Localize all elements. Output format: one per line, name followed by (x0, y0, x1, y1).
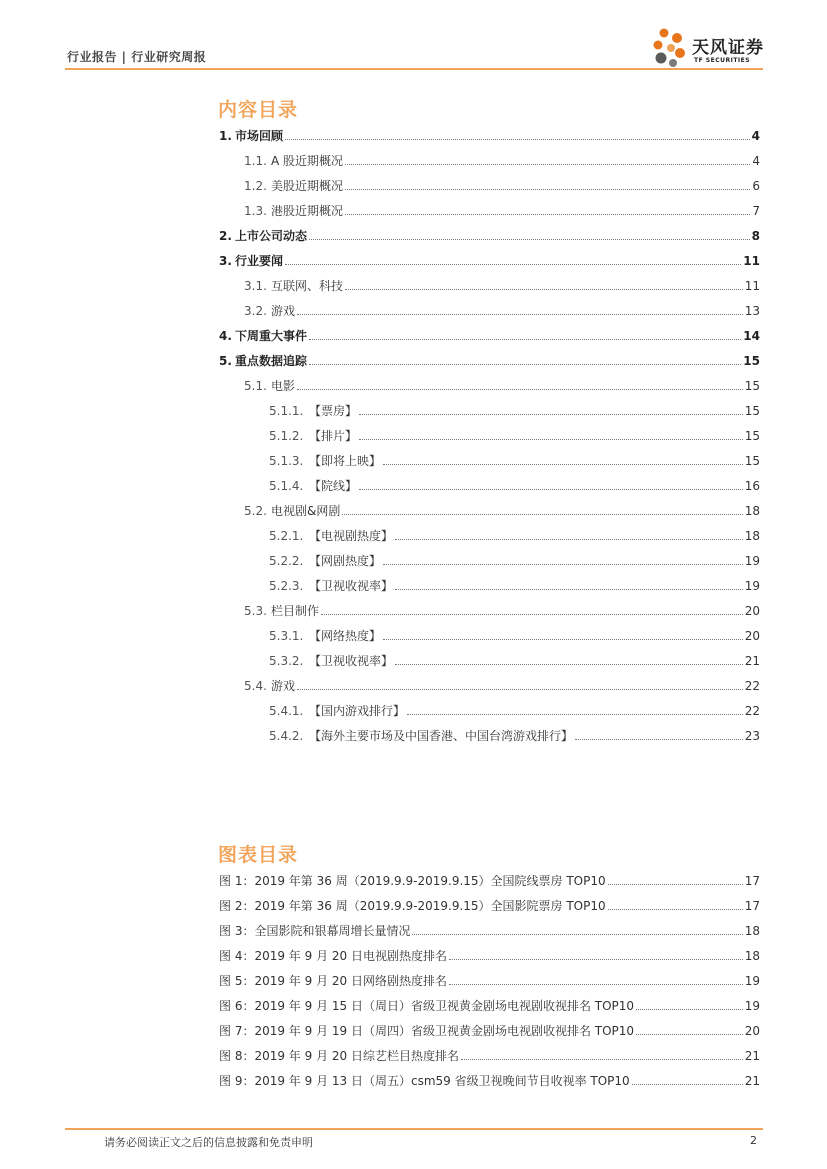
toc-entry[interactable] (219, 353, 760, 369)
toc-entry-page: 11 (743, 254, 760, 268)
toc-entry-title: 【网络热度】 (309, 629, 382, 643)
toc-entry-title: 港股近期概况 (271, 204, 344, 218)
toc-entry[interactable] (244, 278, 760, 294)
toc-entry-title: 游戏 (271, 679, 296, 693)
toc-entry-number: 3.2. (244, 304, 267, 318)
toc-entry-title: 【国内游戏排行】 (309, 704, 406, 718)
toc-entry-number: 5.1.1. (269, 404, 304, 418)
toc-entry-number: 1.1. (244, 154, 267, 168)
figure-entry[interactable] (219, 1048, 760, 1064)
company-logo (650, 25, 770, 71)
dot-leader (359, 413, 743, 415)
toc-entry-title: A 股近期概况 (271, 154, 344, 168)
figure-entry-page: 17 (744, 874, 760, 888)
toc-entry[interactable] (269, 578, 760, 594)
toc-entry-number: 5. (219, 354, 232, 368)
dot-leader (383, 563, 743, 565)
dot-leader (285, 138, 750, 140)
dot-leader (412, 933, 742, 935)
report-breadcrumb: 行业报告 | 行业研究周报 (67, 50, 207, 64)
toc-entry-title: 美股近期概况 (271, 179, 344, 193)
toc-entry-number: 5.2. (244, 504, 267, 518)
page-number: 2 (750, 1134, 757, 1147)
toc-entry-title: 【院线】 (309, 479, 358, 493)
toc-entry-page: 13 (744, 304, 760, 318)
toc-entry-title: 下周重大事件 (235, 329, 308, 343)
toc-entry-page: 15 (744, 379, 760, 393)
dot-leader (395, 588, 743, 590)
dot-leader (359, 488, 743, 490)
dot-leader (359, 438, 743, 440)
toc-entry-number: 2. (219, 229, 232, 243)
toc-entry-number: 1.3. (244, 204, 267, 218)
toc-entry[interactable] (269, 728, 760, 744)
toc-entry[interactable] (269, 628, 760, 644)
figure-entry[interactable] (219, 873, 760, 889)
figure-entry-page: 19 (744, 974, 760, 988)
dot-leader (321, 613, 743, 615)
figure-entry[interactable] (219, 923, 760, 939)
toc-entry-title: 栏目制作 (271, 604, 320, 618)
toc-entry-page: 21 (744, 654, 760, 668)
toc-entry-title: 【海外主要市场及中国香港、中国台湾游戏排行】 (309, 729, 574, 743)
logo-english-name: TF SECURITIES (694, 57, 751, 64)
footer-divider (65, 1128, 763, 1130)
toc-entry-number: 5.2.2. (269, 554, 304, 568)
toc-entry-page: 20 (744, 629, 760, 643)
dot-leader (636, 1008, 743, 1010)
figure-entry-page: 17 (744, 899, 760, 913)
toc-entry-page: 22 (744, 679, 760, 693)
dot-leader (285, 263, 741, 265)
dot-leader (636, 1033, 743, 1035)
toc-entry-number: 1. (219, 129, 232, 143)
toc-entry-title: 市场回顾 (235, 129, 284, 143)
toc-entry-page: 18 (744, 504, 760, 518)
toc-entry-title: 上市公司动态 (235, 229, 308, 243)
toc-entry-page: 20 (744, 604, 760, 618)
toc-entry[interactable] (269, 453, 760, 469)
toc-entry[interactable] (219, 228, 760, 244)
toc-entry[interactable] (269, 428, 760, 444)
toc-entry-page: 23 (744, 729, 760, 743)
dot-leader (632, 1083, 743, 1085)
toc-entry[interactable] (244, 153, 760, 169)
toc-entry-title: 行业要闻 (235, 254, 284, 268)
figure-entry-page: 18 (744, 949, 760, 963)
toc-entry-number: 5.2.3. (269, 579, 304, 593)
toc-entry[interactable] (244, 378, 760, 394)
toc-entry[interactable] (219, 128, 760, 144)
toc-title: 内容目录 (218, 99, 299, 121)
toc-entry-title: 重点数据追踪 (235, 354, 308, 368)
toc-entry-page: 19 (744, 554, 760, 568)
toc-entry-title: 【票房】 (309, 404, 358, 418)
figure-entry-page: 21 (744, 1049, 760, 1063)
figure-entry[interactable] (219, 973, 760, 989)
toc-entry[interactable] (219, 328, 760, 344)
toc-entry-number: 4. (219, 329, 232, 343)
logo-petal-icon (650, 25, 690, 71)
dot-leader (345, 288, 743, 290)
toc-entry[interactable] (269, 528, 760, 544)
figure-entry[interactable] (219, 1073, 760, 1089)
logo-chinese-name: 天风证券 (692, 38, 764, 58)
dot-leader (309, 363, 741, 365)
toc-entry-page: 18 (744, 529, 760, 543)
dot-leader (383, 638, 743, 640)
figure-entry-title: 图 9：2019 年 9 月 13 日（周五）csm59 省级卫视晚间节目收视率 TOP10 (219, 1074, 630, 1088)
toc-entry-number: 5.4.2. (269, 729, 304, 743)
toc-entry-page: 14 (743, 329, 760, 343)
toc-entry-number: 5.3.2. (269, 654, 304, 668)
toc-entry[interactable] (244, 678, 760, 694)
toc-entry[interactable] (219, 253, 760, 269)
toc-entry-page: 19 (744, 579, 760, 593)
dot-leader (575, 738, 743, 740)
toc-entry-page: 4 (751, 129, 760, 143)
dot-leader (383, 463, 743, 465)
toc-entry-page: 8 (751, 229, 760, 243)
toc-entry[interactable] (269, 703, 760, 719)
toc-entry-title: 电视剧&网剧 (271, 504, 341, 518)
figure-entry-page: 18 (744, 924, 760, 938)
toc-entry-title: 游戏 (271, 304, 296, 318)
toc-entry[interactable] (244, 203, 760, 219)
toc-entry[interactable] (269, 403, 760, 419)
dot-leader (449, 983, 743, 985)
dot-leader (407, 713, 743, 715)
toc-entry-number: 5.4. (244, 679, 267, 693)
figure-entry-title: 图 6：2019 年 9 月 15 日（周日）省级卫视黄金剧场电视剧收视排名 TOP10 (219, 999, 635, 1013)
figure-entry-title: 图 7：2019 年 9 月 19 日（周四）省级卫视黄金剧场电视剧收视排名 TOP10 (219, 1024, 635, 1038)
dot-leader (297, 688, 743, 690)
toc-entry-page: 15 (743, 354, 760, 368)
dot-leader (342, 513, 742, 515)
figure-entry[interactable] (219, 998, 760, 1014)
footer-disclaimer: 请务必阅读正文之后的信息披露和免责申明 (104, 1136, 313, 1149)
figure-entry[interactable] (219, 948, 760, 964)
figure-entry[interactable] (219, 898, 760, 914)
dot-leader (461, 1058, 743, 1060)
toc-entry-number: 1.2. (244, 179, 267, 193)
figure-entry-page: 19 (744, 999, 760, 1013)
dot-leader (297, 388, 743, 390)
toc-entry-title: 【卫视收视率】 (309, 579, 394, 593)
toc-entry-page: 22 (744, 704, 760, 718)
dot-leader (395, 538, 743, 540)
figure-entry-page: 21 (744, 1074, 760, 1088)
toc-entry-page: 16 (744, 479, 760, 493)
dot-leader (345, 213, 750, 215)
figure-entry-title: 图 1：2019 年第 36 周（2019.9.9-2019.9.15）全国院线票房 TOP10 (219, 874, 606, 888)
dot-leader (309, 238, 750, 240)
toc-entry-number: 5.3. (244, 604, 267, 618)
dot-leader (309, 338, 741, 340)
figure-entry-title: 图 3：全国影院和银幕周增长量情况 (219, 924, 411, 938)
toc-entry-number: 5.1.4. (269, 479, 304, 493)
toc-entry-title: 【排片】 (309, 429, 358, 443)
dot-leader (395, 663, 743, 665)
dot-leader (297, 313, 743, 315)
toc-entry-number: 5.1.3. (269, 454, 304, 468)
dot-leader (449, 958, 743, 960)
toc-entry-title: 【即将上映】 (309, 454, 382, 468)
toc-entry-title: 电影 (271, 379, 296, 393)
figures-toc-title: 图表目录 (218, 844, 299, 866)
toc-entry-page: 6 (752, 179, 760, 193)
toc-entry-page: 11 (744, 279, 760, 293)
header-divider (65, 68, 763, 70)
toc-entry-number: 5.2.1. (269, 529, 304, 543)
toc-entry[interactable] (244, 303, 760, 319)
toc-entry-title: 【网剧热度】 (309, 554, 382, 568)
dot-leader (345, 163, 750, 165)
toc-entry-number: 5.4.1. (269, 704, 304, 718)
toc-entry-number: 3. (219, 254, 232, 268)
figure-entry-title: 图 8：2019 年 9 月 20 日综艺栏目热度排名 (219, 1049, 459, 1063)
toc-entry[interactable] (269, 653, 760, 669)
toc-entry[interactable] (244, 503, 760, 519)
toc-entry-number: 5.1. (244, 379, 267, 393)
toc-entry[interactable] (244, 178, 760, 194)
toc-entry[interactable] (269, 478, 760, 494)
toc-entry[interactable] (244, 603, 760, 619)
toc-entry-title: 【电视剧热度】 (309, 529, 394, 543)
dot-leader (345, 188, 750, 190)
figure-entry[interactable] (219, 1023, 760, 1039)
dot-leader (608, 883, 743, 885)
toc-entry-page: 15 (744, 404, 760, 418)
toc-entry-number: 5.1.2. (269, 429, 304, 443)
figure-entry-title: 图 4：2019 年 9 月 20 日电视剧热度排名 (219, 949, 447, 963)
toc-entry-page: 15 (744, 454, 760, 468)
toc-entry-title: 【卫视收视率】 (309, 654, 394, 668)
dot-leader (608, 908, 743, 910)
toc-entry[interactable] (269, 553, 760, 569)
toc-entry-page: 7 (752, 204, 760, 218)
figure-entry-title: 图 5：2019 年 9 月 20 日网络剧热度排名 (219, 974, 447, 988)
toc-entry-page: 4 (752, 154, 760, 168)
toc-entry-page: 15 (744, 429, 760, 443)
toc-entry-title: 互联网、科技 (271, 279, 344, 293)
toc-entry-number: 3.1. (244, 279, 267, 293)
toc-entry-number: 5.3.1. (269, 629, 304, 643)
figure-entry-title: 图 2：2019 年第 36 周（2019.9.9-2019.9.15）全国影院票房 TOP10 (219, 899, 606, 913)
figure-entry-page: 20 (744, 1024, 760, 1038)
